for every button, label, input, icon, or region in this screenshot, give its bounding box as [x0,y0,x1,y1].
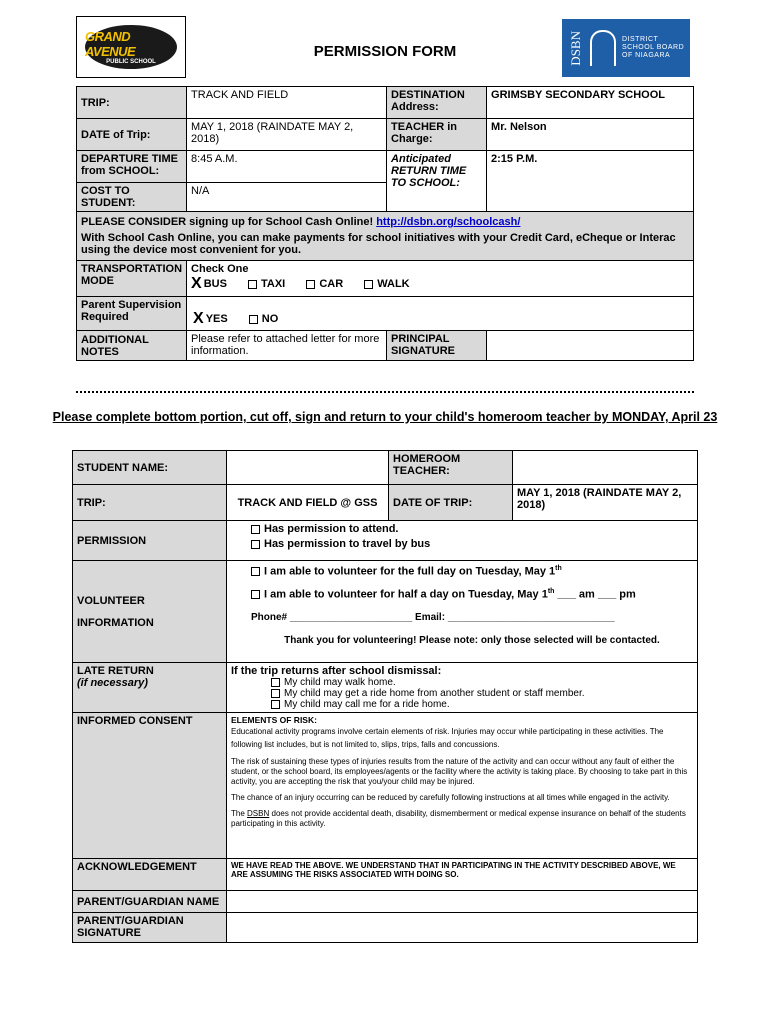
school-cash-prefix: PLEASE CONSIDER signing up for School Cash Online! [81,216,374,228]
parent-name-field[interactable] [227,891,698,913]
trip-value: TRACK AND FIELD [187,87,387,119]
trip-label: TRIP: [77,87,187,119]
principal-signature-label: PRINCIPAL SIGNATURE [387,331,487,361]
school-cash-info: With School Cash Online, you can make payments for school initiatives with your Credit Card, eCheque or Interac using the device most convenient for you. [81,232,676,256]
permission-bus-checkbox[interactable] [251,540,260,549]
date-value: MAY 1, 2018 (RAINDATE MAY 2, 2018) [187,119,387,151]
teacher-value: Mr. Nelson [487,119,694,151]
late-ride-label: My child may get a ride home from another student or staff member. [284,688,585,699]
supervision-options [187,297,694,331]
late-walk-label: My child may walk home. [284,677,396,688]
departure-label: DEPARTURE TIME from SCHOOL: [77,151,187,183]
volunteer-thanks: Thank you for volunteering! Please note: only those selected will be contacted. [284,635,660,647]
destination-label: DESTINATION Address: [387,87,487,119]
return-instruction: Please complete bottom portion, cut off, sign and return to your child's homeroom teacher by MONDAY, April 23 [52,410,718,424]
parent-signature-field[interactable] [227,913,698,943]
risk-heading: ELEMENTS OF RISK: [231,715,317,725]
volunteer-full-day-checkbox[interactable] [251,567,260,576]
supervision-yes-label: YES [205,312,228,325]
volunteer-label-line1: VOLUNTEER [77,594,145,607]
permission-attend-label: Has permission to attend. [264,523,399,535]
permission-slip-table [72,450,698,943]
departure-value: 8:45 A.M. [187,151,387,183]
transport-bus-checkbox[interactable]: X [191,275,202,292]
page-title: PERMISSION FORM [313,43,457,60]
supervision-yes-checkbox[interactable]: X [193,310,204,327]
destination-value: GRIMSBY SECONDARY SCHOOL [487,87,694,119]
return-label: Anticipated RETURN TIME TO SCHOOL: [387,151,487,212]
board-logo-mark-icon [590,30,616,66]
risk-paragraph-3: The chance of an injury occurring can be reduced by carefully following instructions at all times while engaged in the activity. [231,793,670,802]
student-name-field[interactable] [227,451,389,485]
slip-trip-label: TRIP: [73,485,227,521]
notes-value: Please refer to attached letter for more information. [187,331,387,361]
homeroom-label: HOMEROOM TEACHER: [389,451,513,485]
informed-consent-label: INFORMED CONSENT [73,713,227,859]
school-logo-text: GRAND AVENUE [85,29,136,59]
transport-walk-label: WALK [377,277,410,290]
trip-details-table [76,86,694,361]
transport-taxi-label: TAXI [261,277,286,290]
supervision-no-label: NO [261,312,279,325]
volunteer-half-day-checkbox[interactable] [251,590,260,599]
acknowledgement-text: WE HAVE READ THE ABOVE. WE UNDERSTAND THAT IN PARTICIPATING IN THE ACTIVITY DESCRIBED ABOVE, WE ARE ASSUMING THE RISKS ASSOCIATED WITH DOING SO. [227,859,698,891]
principal-signature-field[interactable] [487,331,694,361]
board-logo [562,19,690,77]
late-return-options [227,663,698,713]
transport-taxi-checkbox[interactable] [248,280,257,289]
cut-line-divider [76,391,694,393]
risk-p4-dsbn: DSBN [247,809,270,818]
school-cash-notice [77,212,694,261]
return-value: 2:15 P.M. [487,151,694,212]
teacher-label: TEACHER in Charge: [387,119,487,151]
permission-attend-checkbox[interactable] [251,525,260,534]
late-call-checkbox[interactable] [271,700,280,709]
supervision-no-checkbox[interactable] [249,315,258,324]
volunteer-options [227,561,698,663]
volunteer-full-day-label: I am able to volunteer for the full day on Tuesday, May 1 [264,565,556,578]
notes-label: ADDITIONAL NOTES [77,331,187,361]
parent-name-label: PARENT/GUARDIAN NAME [73,891,227,913]
volunteer-half-day-times: ___ am ___ pm [557,588,636,601]
permission-options [227,521,698,561]
cost-label: COST TO STUDENT: [77,183,187,212]
risk-section [227,713,698,859]
homeroom-field[interactable] [513,451,698,485]
permission-bus-label: Has permission to travel by bus [264,538,431,550]
late-return-sub: (if necessary) [77,677,148,689]
risk-paragraph-2: The risk of sustaining these types of injuries results from the nature of the activity and can occur without any fault of either the student, or the school board, its employees/agents or the facility where the activity is taking place. By choosing to take part in this activity, you are accepting the risk that you/your child may be injured. [231,757,688,786]
risk-p4-pre: The [231,809,245,818]
risk-paragraph-1: Educational activity programs involve certain elements of risk. Injuries may occur while participating in these activities. The following list includes, but is not limited to, slips, trips, falls and concussions. [231,727,664,749]
transport-check-one: Check One [191,263,249,275]
acknowledgement-label: ACKNOWLEDGEMENT [73,859,227,891]
school-cash-link[interactable]: http://dsbn.org/schoolcash/ [376,216,521,228]
late-return-title: LATE RETURN [77,665,154,677]
volunteer-contact-line[interactable]: Phone# ______________________ Email: ______________________________ [251,612,615,624]
late-call-label: My child may call me for a ride home. [284,699,450,710]
late-return-heading: If the trip returns after school dismissal: [231,665,442,677]
board-logo-word-2: SCHOOL BOARD [622,44,685,51]
school-logo-subtext: PUBLIC SCHOOL [106,59,156,65]
risk-p4-post: does not provide accidental death, disability, dismemberment or medical expense insurance on behalf of the students participating in this activity. [231,809,686,828]
volunteer-half-day-suffix: th [547,587,555,595]
transport-car-label: CAR [319,277,344,290]
board-logo-abbr: DSBN [568,30,583,66]
slip-date-label: DATE OF TRIP: [389,485,513,521]
slip-trip-value: TRACK AND FIELD @ GSS [227,485,389,521]
late-walk-checkbox[interactable] [271,678,280,687]
volunteer-label-line2: INFORMATION [77,616,154,629]
transport-options [187,261,694,297]
volunteer-label [73,561,227,663]
permission-label: PERMISSION [73,521,227,561]
date-label: DATE of Trip: [77,119,187,151]
student-name-label: STUDENT NAME: [73,451,227,485]
supervision-label: Parent Supervision Required [77,297,187,331]
transport-car-checkbox[interactable] [306,280,315,289]
late-return-label [73,663,227,713]
cost-value: N/A [187,183,387,212]
transport-walk-checkbox[interactable] [364,280,373,289]
late-ride-checkbox[interactable] [271,689,280,698]
transport-label: TRANSPORTATION MODE [77,261,187,297]
slip-date-value: MAY 1, 2018 (RAINDATE MAY 2, 2018) [513,485,698,521]
volunteer-half-day-label: I am able to volunteer for half a day on Tuesday, May 1 [264,588,548,601]
board-logo-word-3: OF NIAGARA [622,52,671,59]
volunteer-full-day-suffix: th [555,565,562,572]
parent-signature-label: PARENT/GUARDIAN SIGNATURE [73,913,227,943]
board-logo-word-1: DISTRICT [622,36,659,43]
risk-paragraph-4 [231,809,693,829]
transport-bus-label: BUS [203,277,227,290]
